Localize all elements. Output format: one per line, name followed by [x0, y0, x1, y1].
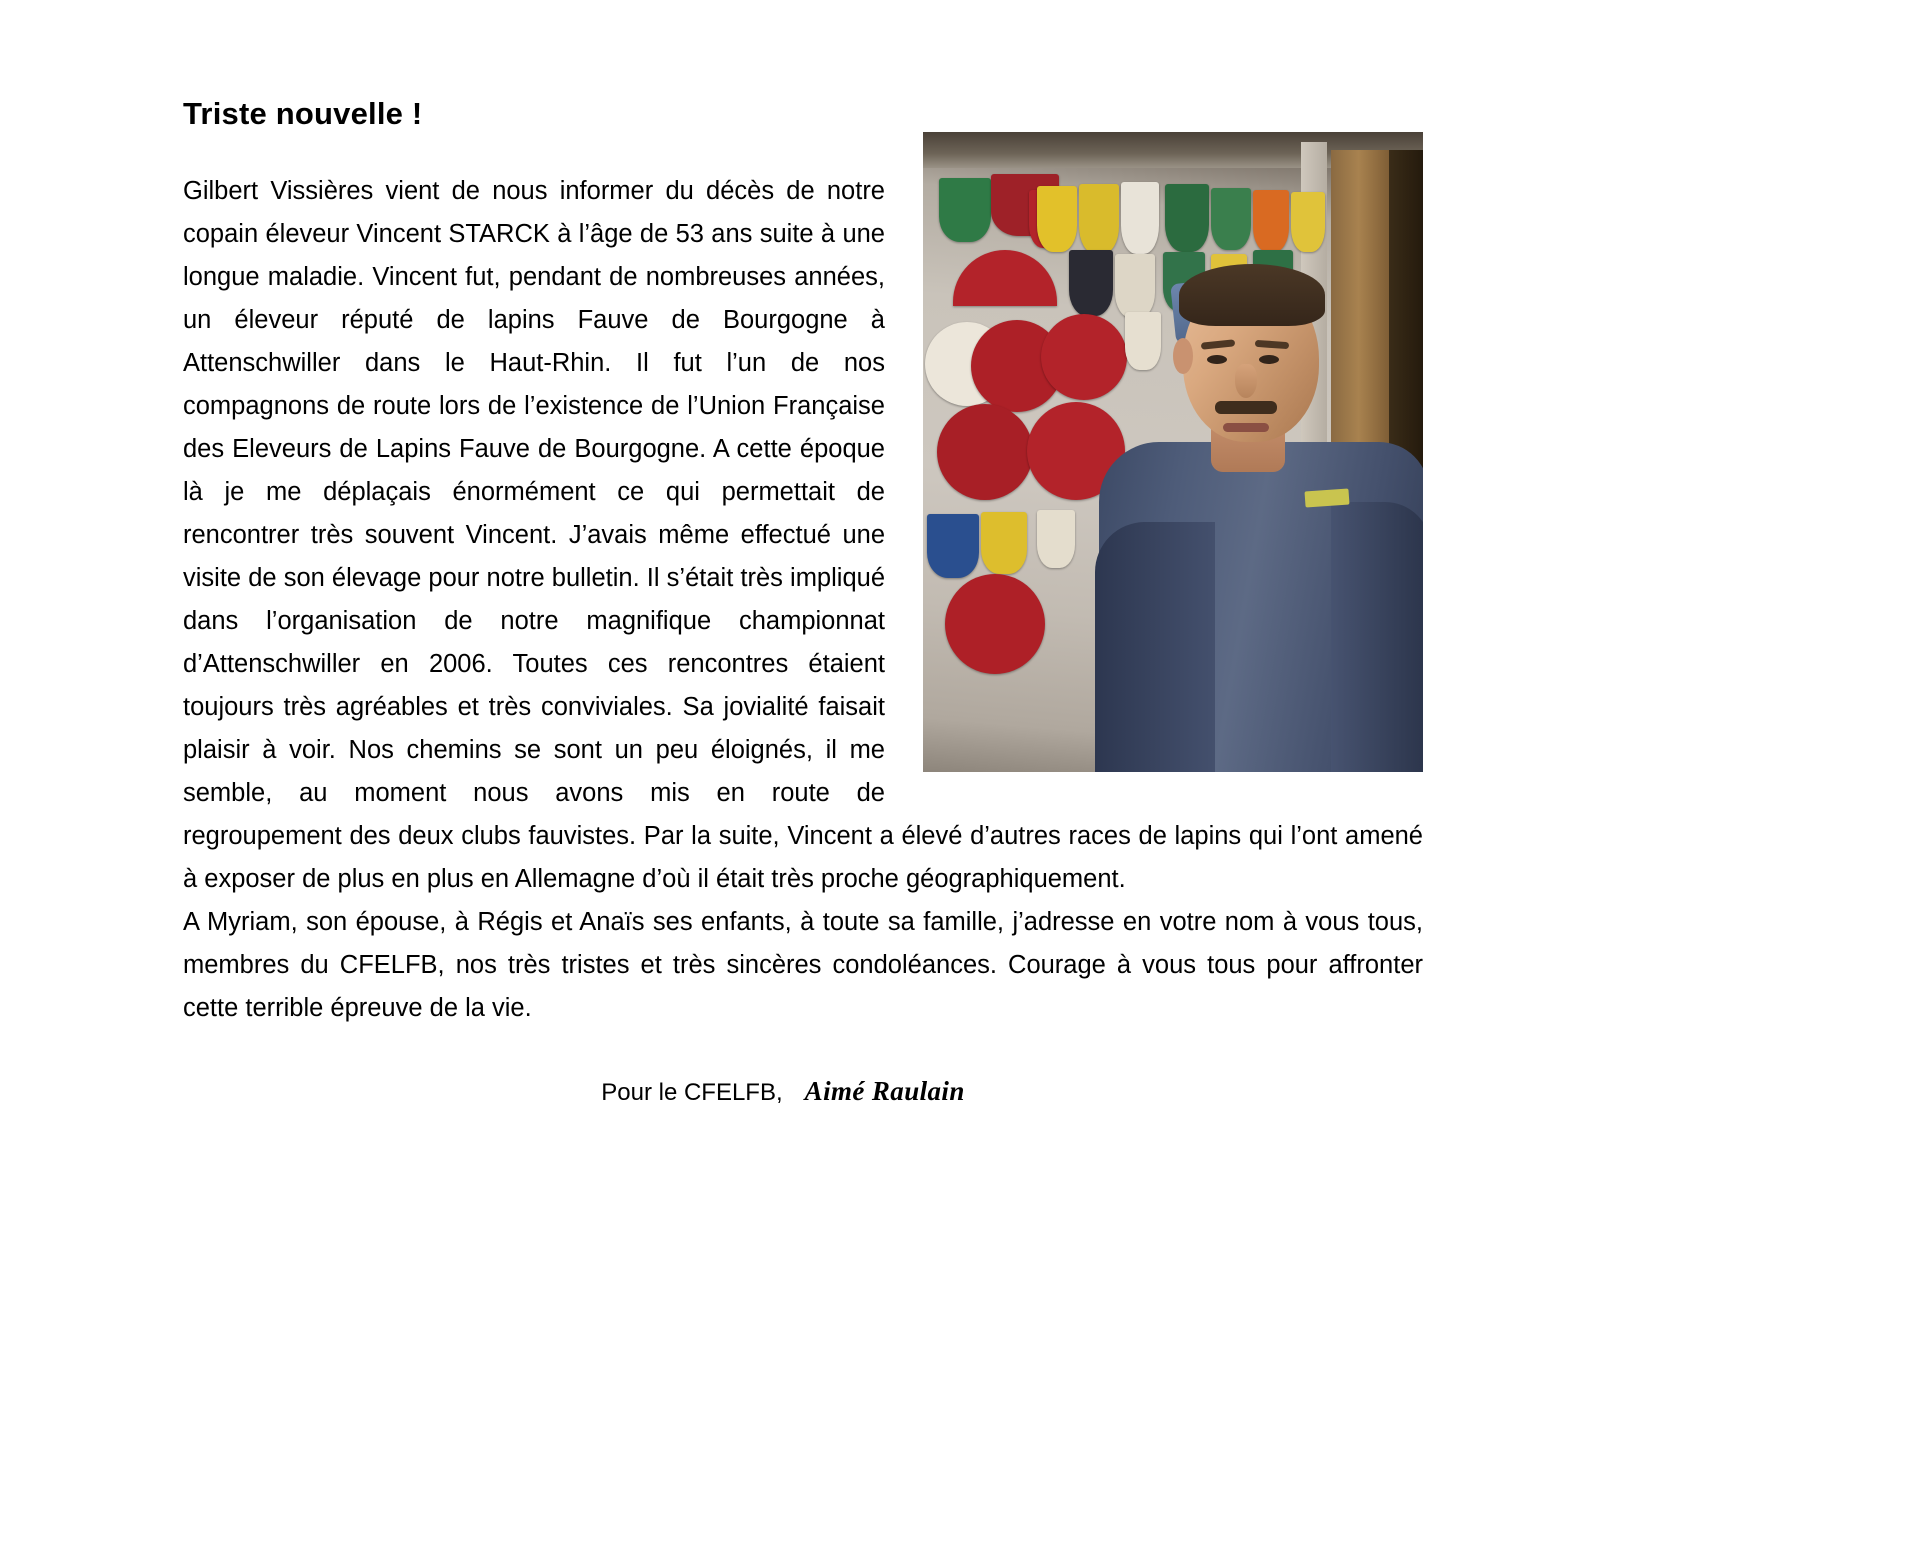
plaque-green-07 — [1165, 184, 1209, 252]
photo-image — [923, 132, 1423, 772]
plaque-red-27 — [945, 574, 1045, 674]
ear — [1173, 338, 1193, 374]
shoulder-right — [1331, 502, 1423, 772]
man-figure — [1099, 272, 1423, 772]
sweater-badge — [1304, 489, 1349, 508]
paragraph-condolences: A Myriam, son épouse, à Régis et Anaïs ses enfants, à toute sa famille, j’adresse en votre nom à vous tous, membres du CFELFB, nos très tristes et très sincères condoléances. Courage à vous tous pour affronter cette terrible épreuve de la vie. — [183, 908, 1423, 1023]
plaque-white-06 — [1121, 182, 1159, 254]
hair — [1179, 264, 1325, 326]
plaque-green-08 — [1211, 188, 1251, 250]
plaque-yellow-04 — [1037, 186, 1077, 252]
shoulder-left — [1095, 522, 1215, 772]
plaque-yellow-26 — [981, 512, 1027, 574]
plaque-cream-28 — [1037, 510, 1075, 568]
plaque-blue-25 — [927, 514, 979, 578]
nose — [1235, 364, 1257, 398]
photo-figure — [923, 132, 1423, 772]
page-title: Triste nouvelle ! — [183, 96, 423, 131]
signature-block — [183, 1076, 1423, 1107]
plaque-yellow-10 — [1291, 192, 1325, 252]
paragraph-obituary: Gilbert Vissières vient de nous informer du décès de notre copain éleveur Vincent STARCK à l’âge de 53 ans suite à une longue maladie. Vincent fut, pendant de nombreuses années, un éleveur réputé de lapins Fauve de Bourgogne à Attenschwiller dans le Haut-Rhin. Il fut l’un de nos compagnons de route lors de l’existence de l’Union Française des Eleveurs de Lapins Fauve de Bourgogne. A cette époque là je me déplaçais énormément ce qui permettait de rencontrer très souvent Vincent. J’avais même effectué une visite de son élevage pour notre bulletin. Il s’était très impliqué dans l’organisation de notre magnifique championnat d’Attenschwiller en 2006. Toutes ces rencontres étaient toujours très agréables et très conviviales. Sa jovialité faisait plaisir à voir. Nos chemins se sont un peu éloignés, il me semble, au moment nous avons mis en route de regroupement des deux clubs fauvistes. Par la suite, Vincent a élevé d’autres races de lapins qui l’ont amené à exposer de plus en plus en Allemagne d’où il était très proche géographiquement. — [183, 177, 1423, 894]
mustache — [1215, 401, 1277, 414]
signature-name: Aimé Raulain — [804, 1076, 965, 1107]
plaque-red-22 — [937, 404, 1033, 500]
plaque-red-11 — [953, 250, 1057, 306]
plaque-yellow-05 — [1079, 184, 1119, 254]
plaque-orange-09 — [1253, 190, 1289, 252]
plaque-green-01 — [939, 178, 991, 242]
document-content — [183, 0, 1423, 1107]
signature-prefix: Pour le CFELFB, — [601, 1079, 783, 1107]
mouth — [1223, 423, 1269, 432]
